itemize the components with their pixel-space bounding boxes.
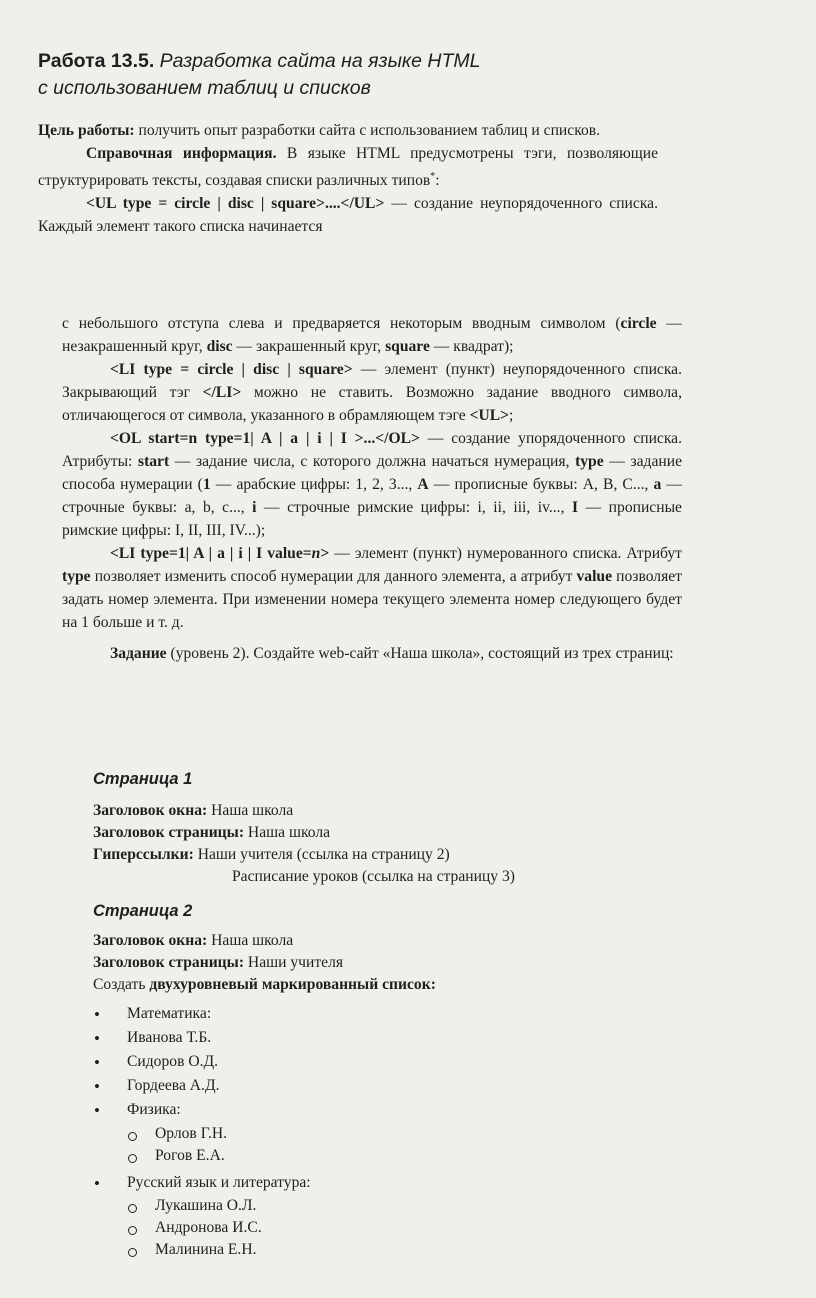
page1-heading: Страница 1 bbox=[93, 770, 193, 788]
list-item-sidorov: • Сидоров О.Д. bbox=[94, 1053, 219, 1072]
list-item-physics: • Физика: bbox=[94, 1101, 181, 1120]
reference-paragraph bbox=[38, 142, 658, 192]
circle-bullet-icon bbox=[128, 1248, 137, 1257]
reference-colon: : bbox=[435, 172, 440, 190]
circle-bullet-icon bbox=[128, 1226, 137, 1235]
ol-tag-paragraph: <OL start=n type=1| A | a | i | I >...</OL> — создание упорядоченного списка. Атрибуты: start — задание числа, с которого должна начаться нумерация, type — задание способа нумерации (1 — арабские цифры: 1, 2, 3..., A — прописные буквы: A, B, C..., a — строчные буквы: a, b, c..., i — строчные римские цифры: i, ii, iii, iv..., I — прописные римские цифры: I, II, III, IV...); bbox=[62, 430, 682, 539]
ul-tag-paragraph bbox=[38, 192, 658, 238]
bullet-icon: • bbox=[94, 1029, 100, 1048]
circle-bullet-icon bbox=[128, 1154, 137, 1163]
bullet-icon: • bbox=[94, 1053, 100, 1072]
sublist-item-rogov: Рогов Е.А. bbox=[155, 1147, 225, 1165]
work-title bbox=[38, 48, 778, 102]
reference-text: В языке HTML предусмотрены тэги, позволяющие структурировать тексты, создавая списки различных типов bbox=[38, 145, 658, 190]
goal-label: Цель работы: bbox=[38, 122, 135, 139]
main-block bbox=[62, 312, 682, 665]
sublist-item-andronova: Андронова И.С. bbox=[155, 1219, 262, 1237]
list-item-ivanova: • Иванова Т.Б. bbox=[94, 1029, 212, 1048]
li-ul-paragraph: <LI type = circle | disc | square> — элемент (пункт) неупорядоченного списка. Закрывающий тэг </LI> можно не ставить. Возможно задание вводного символа, отличающегося от символа, указанного в обрамляющем тэге <UL>; bbox=[62, 361, 683, 424]
work-name-line1: Разработка сайта на языке HTML bbox=[159, 50, 481, 72]
li-ol-paragraph: <LI type=1| A | a | i | I value=n> — элемент (пункт) нумерованного списка. Атрибут type позволяет изменить способ нумерации для данного элемента, а атрибут value позволяет задать номер элемента. При изменении номера текущего элемента номер следующего будет на 1 больше и т. д. bbox=[62, 545, 682, 631]
ul-tag-text: — создание неупорядоченного списка. Каждый элемент такого списка начинается bbox=[38, 195, 658, 236]
work-name-line2: с использованием таблиц и списков bbox=[38, 77, 371, 99]
work-number: Работа 13.5. bbox=[38, 50, 155, 72]
sublist-item-orlov: Орлов Г.Н. bbox=[155, 1125, 227, 1143]
sublist-item-lukashina: Лукашина О.Л. bbox=[155, 1197, 256, 1215]
goal-paragraph bbox=[38, 119, 658, 142]
bullet-icon: • bbox=[94, 1101, 100, 1120]
page1-window-title: Заголовок окна: Наша школа bbox=[93, 802, 294, 819]
list-item-gordeeva: • Гордеева А.Д. bbox=[94, 1077, 220, 1096]
bullet-icon: • bbox=[94, 1077, 100, 1096]
list-item-russian: • Русский язык и литература: bbox=[94, 1174, 311, 1193]
page2-heading: Страница 2 bbox=[93, 902, 193, 920]
page1-hyperlinks: Гиперссылки: Наши учителя (ссылка на страницу 2) bbox=[93, 846, 450, 863]
page2-create-list: Создать двухуровневый маркированный список: bbox=[93, 976, 436, 993]
ul-continued-paragraph: с небольшого отступа слева и предваряется некоторым вводным символом (circle — незакрашенный круг, disc — закрашенный круг, square — квадрат); bbox=[62, 315, 682, 355]
list-item-math: • Математика: bbox=[94, 1005, 212, 1024]
bullet-icon: • bbox=[94, 1174, 100, 1193]
page2-window-title: Заголовок окна: Наша школа bbox=[93, 932, 294, 949]
page2-page-title: Заголовок страницы: Наши учителя bbox=[93, 954, 344, 971]
circle-bullet-icon bbox=[128, 1204, 137, 1213]
page1-page-title: Заголовок страницы: Наша школа bbox=[93, 824, 331, 841]
reference-label: Справочная информация. bbox=[86, 145, 277, 162]
task-paragraph: Задание (уровень 2). Создайте web-сайт «Наша школа», состоящий из трех страниц: bbox=[110, 645, 674, 662]
circle-bullet-icon bbox=[128, 1132, 137, 1141]
intro-block bbox=[38, 119, 658, 238]
goal-text: получить опыт разработки сайта с использованием таблиц и списков. bbox=[134, 122, 601, 139]
ul-tag-code: <UL type = circle | disc | square>....</UL> bbox=[86, 195, 385, 213]
page1-hyperlink-2: Расписание уроков (ссылка на страницу 3) bbox=[232, 868, 515, 885]
footnote-mark: * bbox=[430, 171, 436, 182]
sublist-item-malinina: Малинина Е.Н. bbox=[155, 1241, 257, 1259]
bullet-icon: • bbox=[94, 1005, 100, 1024]
